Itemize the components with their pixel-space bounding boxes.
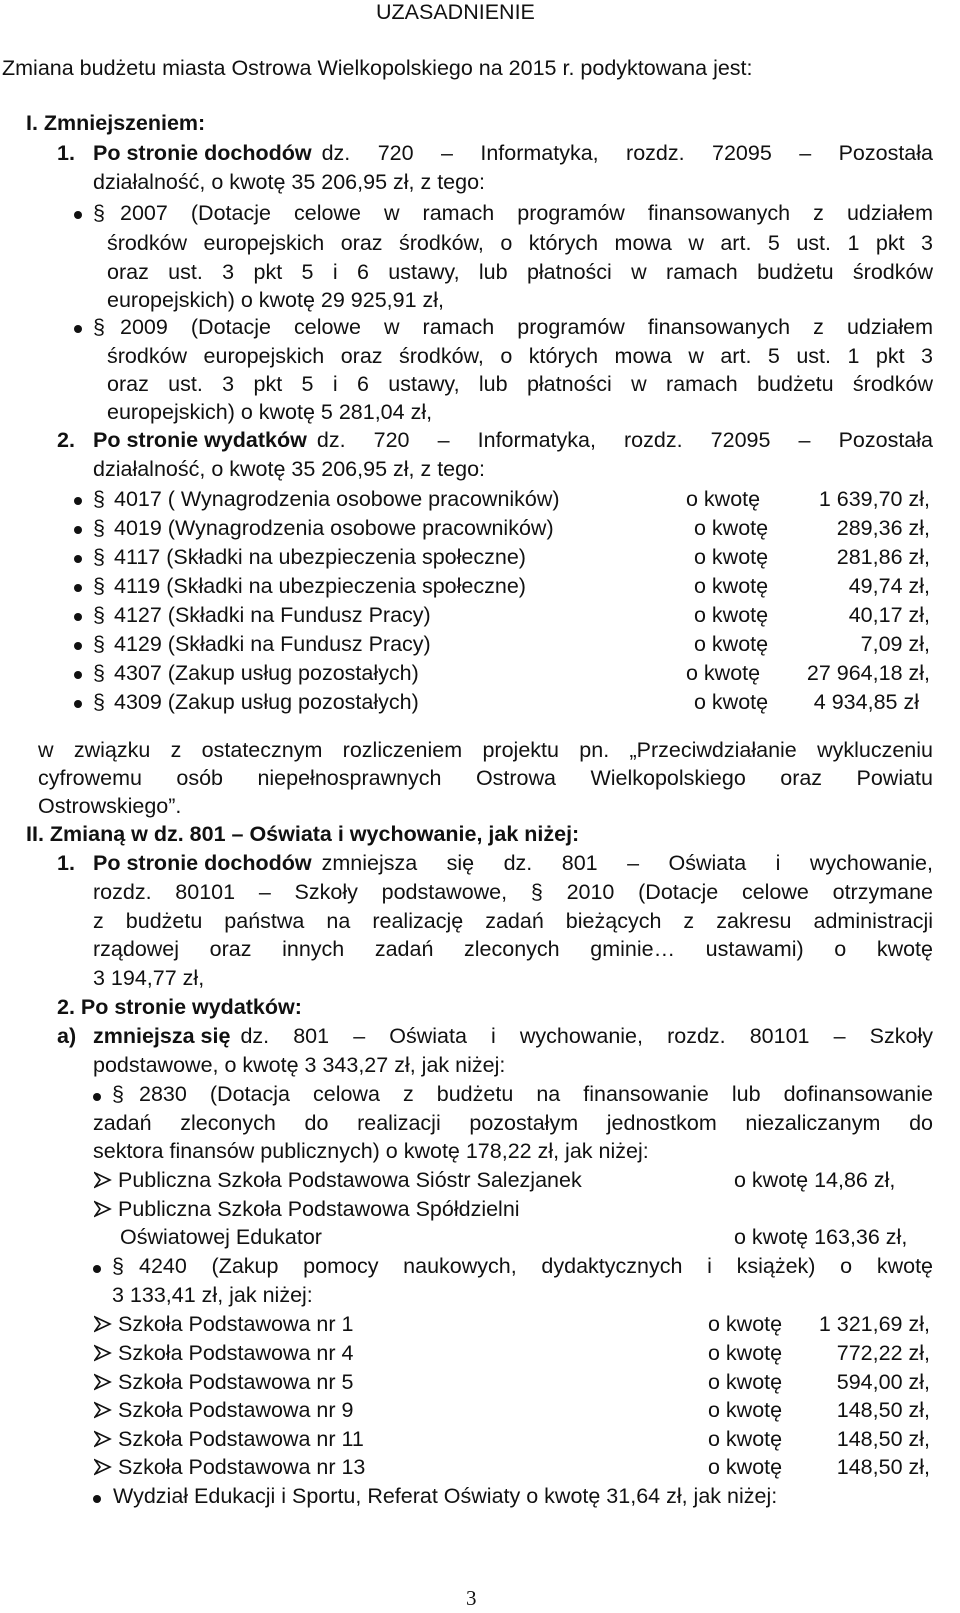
s2-point-1-bold: Po stronie dochodów <box>93 851 312 875</box>
school-name: Szkoła Podstawowa nr 5 <box>118 1370 354 1394</box>
school-amount: 148,50 zł, <box>836 1427 930 1451</box>
school-kwota: o kwotę <box>708 1398 783 1422</box>
bullet-dot <box>74 584 82 592</box>
s2-point-1-text: zmniejsza się dz. 801 – Oświata i wychowanie, <box>321 851 933 875</box>
s2-p1-l2-text: rozdz. 80101 – Szkoły podstawowe, § 2010 (Dotacje celowe otrzymane <box>93 880 933 904</box>
section-2-heading: II. Zmianą w dz. 801 – Oświata i wychowanie, jak niżej: <box>26 822 580 846</box>
s2-a-text: dz. 801 – Oświata i wychowanie, rozdz. 80101 – Szkoły <box>240 1024 933 1048</box>
page-number: 3 <box>466 1586 477 1610</box>
s2-point-1-line1 <box>93 849 933 878</box>
school-amount: 594,00 zł, <box>836 1370 930 1394</box>
section-sign: § <box>112 1254 124 1278</box>
expense-item-text: 4119 (Składki na ubezpieczenia społeczne) <box>114 574 526 598</box>
bullet-dot <box>93 1265 101 1273</box>
expense-item-kwota: o kwotę <box>694 574 769 598</box>
school-amount: 148,50 zł, <box>836 1398 930 1422</box>
bullet-dot <box>74 671 82 679</box>
bullet-dot <box>93 1093 101 1101</box>
s2-a-line2: podstawowe, o kwotę 3 343,27 zł, jak niżej: <box>93 1053 506 1077</box>
expense-item-text: 4309 (Zakup usług pozostałych) <box>114 690 419 714</box>
arrow-bullet-icon <box>94 1344 112 1362</box>
school-a1-name: Publiczna Szkoła Podstawowa Sióstr Salezjanek <box>118 1168 582 1192</box>
arrow-bullet-icon <box>94 1171 112 1189</box>
school-kwota: o kwotę <box>708 1427 783 1451</box>
intro-line: Zmiana budżetu miasta Ostrowa Wielkopolskiego na 2015 r. podyktowana jest: <box>2 56 753 80</box>
arrow-bullet-icon <box>94 1401 112 1419</box>
school-kwota: o kwotę <box>708 1455 783 1479</box>
section-sign: § <box>93 690 105 714</box>
arrow-bullet-icon <box>94 1430 112 1448</box>
s1-point-1-bold: Po stronie dochodów <box>93 141 312 165</box>
arrow-bullet-icon <box>94 1458 112 1476</box>
school-name: Szkoła Podstawowa nr 9 <box>118 1398 354 1422</box>
document-title: UZASADNIENIE <box>376 0 535 24</box>
expense-item-kwota: o kwotę <box>694 690 769 714</box>
school-kwota: o kwotę <box>708 1341 783 1365</box>
b2-line3: oraz ust. 3 pkt 5 i 6 ustawy, lub płatności w ramach budżetu środków <box>107 372 933 396</box>
s2-point-1-line5: 3 194,77 zł, <box>93 966 205 990</box>
s2-point-1-line4: rządowej oraz innych zadań zleconych gminie… ustawami) o kwotę <box>93 937 933 961</box>
s1-point-2-line1 <box>93 426 933 455</box>
school-amount: 1 321,69 zł, <box>818 1312 930 1336</box>
s2-point-2-heading: 2. Po stronie wydatków: <box>57 995 302 1019</box>
s2-point-1-number: 1. <box>57 851 75 875</box>
b1-line2: środków europejskich oraz środków, o których mowa w art. 5 ust. 1 pkt 3 <box>107 231 933 255</box>
section-sign: § <box>93 201 105 225</box>
b2-line4: europejskich) o kwotę 5 281,04 zł, <box>107 400 433 424</box>
school-a2-name2: Oświatowej Edukator <box>120 1225 322 1249</box>
expense-item-amount: 7,09 zł, <box>860 632 930 656</box>
s1-point-1-line1 <box>93 139 933 168</box>
expense-item-text: 4127 (Składki na Fundusz Pracy) <box>114 603 431 627</box>
expense-item-kwota: o kwotę <box>686 661 761 685</box>
school-name: Szkoła Podstawowa nr 11 <box>118 1427 364 1451</box>
expense-item-kwota: o kwotę <box>686 487 761 511</box>
school-kwota: o kwotę <box>708 1370 783 1394</box>
b1-line1: 2007 (Dotacje celowe w ramach programów finansowanych z udziałem <box>120 201 933 225</box>
s1-point-2-line2: działalność, o kwotę 35 206,95 zł, z tego: <box>93 457 486 481</box>
s1-point-2-number: 2. <box>57 428 75 452</box>
section-sign: § <box>93 661 105 685</box>
c1-line2: zadań zleconych do realizacji pozostałym jednostkom niezaliczanym do <box>93 1111 933 1135</box>
section-sign: § <box>93 516 105 540</box>
section-sign: § <box>93 545 105 569</box>
section-sign: § <box>93 603 105 627</box>
expense-item-kwota: o kwotę <box>694 516 769 540</box>
closing-line3: Ostrowskiego”. <box>38 794 182 818</box>
school-name: Szkoła Podstawowa nr 4 <box>118 1341 354 1365</box>
expense-item-amount: 281,86 zł, <box>836 545 930 569</box>
school-amount: 148,50 zł, <box>836 1455 930 1479</box>
arrow-bullet-icon <box>94 1373 112 1391</box>
school-amount: 772,22 zł, <box>836 1341 930 1365</box>
expense-item-text: 4307 (Zakup usług pozostałych) <box>114 661 419 685</box>
s2-a-line1 <box>93 1022 933 1051</box>
s1-point-2-text: dz. 720 – Informatyka, rozdz. 72095 – Pozostała <box>316 428 933 452</box>
section-sign: § <box>112 1082 124 1106</box>
s1-point-1-number: 1. <box>57 141 75 165</box>
school-a2-name: Publiczna Szkoła Podstawowa Spółdzielni <box>118 1197 520 1221</box>
closing-line2: cyfrowemu osób niepełnosprawnych Ostrowa Wielkopolskiego oraz Powiatu <box>38 766 933 790</box>
arrow-bullet-icon <box>94 1315 112 1333</box>
section-1-heading: I. Zmniejszeniem: <box>26 111 206 135</box>
expense-item-kwota: o kwotę <box>694 632 769 656</box>
bullet-dot <box>74 642 82 650</box>
c2-line2: 3 133,41 zł, jak niżej: <box>112 1283 313 1307</box>
expense-item-amount: 27 964,18 zł, <box>806 661 930 685</box>
s1-point-2-bold: Po stronie wydatków <box>93 428 307 452</box>
closing-line1: w związku z ostatecznym rozliczeniem projektu pn. „Przeciwdziałanie wykluczeniu <box>38 738 933 762</box>
bullet-dot <box>74 325 82 333</box>
c1-line1: 2830 (Dotacja celowa z budżetu na finansowanie lub dofinansowanie <box>139 1082 933 1106</box>
bullet-dot <box>74 613 82 621</box>
section-sign: § <box>93 632 105 656</box>
s2-point-1-line2 <box>93 878 933 907</box>
expense-item-text: 4129 (Składki na Fundusz Pracy) <box>114 632 431 656</box>
section-sign: § <box>93 487 105 511</box>
school-a1-amount: o kwotę 14,86 zł, <box>734 1168 896 1192</box>
expense-item-amount: 49,74 zł, <box>848 574 930 598</box>
s2-a-bold: zmniejsza się <box>93 1024 231 1048</box>
b2-line2: środków europejskich oraz środków, o których mowa w art. 5 ust. 1 pkt 3 <box>107 344 933 368</box>
s1-point-1-text: dz. 720 – Informatyka, rozdz. 72095 – Pozostała <box>321 141 933 165</box>
s2-point-1-line3: z budżetu państwa na realizację zadań bieżących z zakresu administracji <box>93 909 933 933</box>
bullet-dot <box>74 497 82 505</box>
c2-line1: 4240 (Zakup pomocy naukowych, dydaktycznych i książek) o kwotę <box>139 1254 933 1278</box>
bullet-dot <box>74 555 82 563</box>
school-name: Szkoła Podstawowa nr 1 <box>118 1312 354 1336</box>
expense-item-text: 4017 ( Wynagrodzenia osobowe pracowników) <box>114 487 560 511</box>
bullet-dot <box>93 1495 101 1503</box>
b2-line1: 2009 (Dotacje celowe w ramach programów finansowanych z udziałem <box>120 315 933 339</box>
school-a2-amount: o kwotę 163,36 zł, <box>734 1225 908 1249</box>
s1-point-1-line2: działalność, o kwotę 35 206,95 zł, z tego: <box>93 170 486 194</box>
expense-item-text: 4117 (Składki na ubezpieczenia społeczne) <box>114 545 526 569</box>
bullet-dot <box>74 211 82 219</box>
arrow-bullet-icon <box>94 1200 112 1218</box>
school-name: Szkoła Podstawowa nr 13 <box>118 1455 366 1479</box>
b1-line4: europejskich) o kwotę 29 925,91 zł, <box>107 288 445 312</box>
expense-item-kwota: o kwotę <box>694 603 769 627</box>
expense-item-kwota: o kwotę <box>694 545 769 569</box>
expense-item-amount: 4 934,85 zł <box>813 690 919 714</box>
expense-item-amount: 1 639,70 zł, <box>818 487 930 511</box>
c1-line3: sektora finansów publicznych) o kwotę 178,22 zł, jak niżej: <box>93 1139 649 1163</box>
school-kwota: o kwotę <box>708 1312 783 1336</box>
last-bullet-text: Wydział Edukacji i Sportu, Referat Oświaty o kwotę 31,64 zł, jak niżej: <box>113 1484 778 1508</box>
expense-item-text: 4019 (Wynagrodzenia osobowe pracowników) <box>114 516 554 540</box>
section-sign: § <box>93 574 105 598</box>
expense-item-amount: 289,36 zł, <box>836 516 930 540</box>
section-sign: § <box>93 315 105 339</box>
b1-line3: oraz ust. 3 pkt 5 i 6 ustawy, lub płatności w ramach budżetu środków <box>107 260 933 284</box>
expense-item-amount: 40,17 zł, <box>848 603 930 627</box>
bullet-dot <box>74 526 82 534</box>
bullet-dot <box>74 700 82 708</box>
s2-a-label: a) <box>57 1024 77 1048</box>
